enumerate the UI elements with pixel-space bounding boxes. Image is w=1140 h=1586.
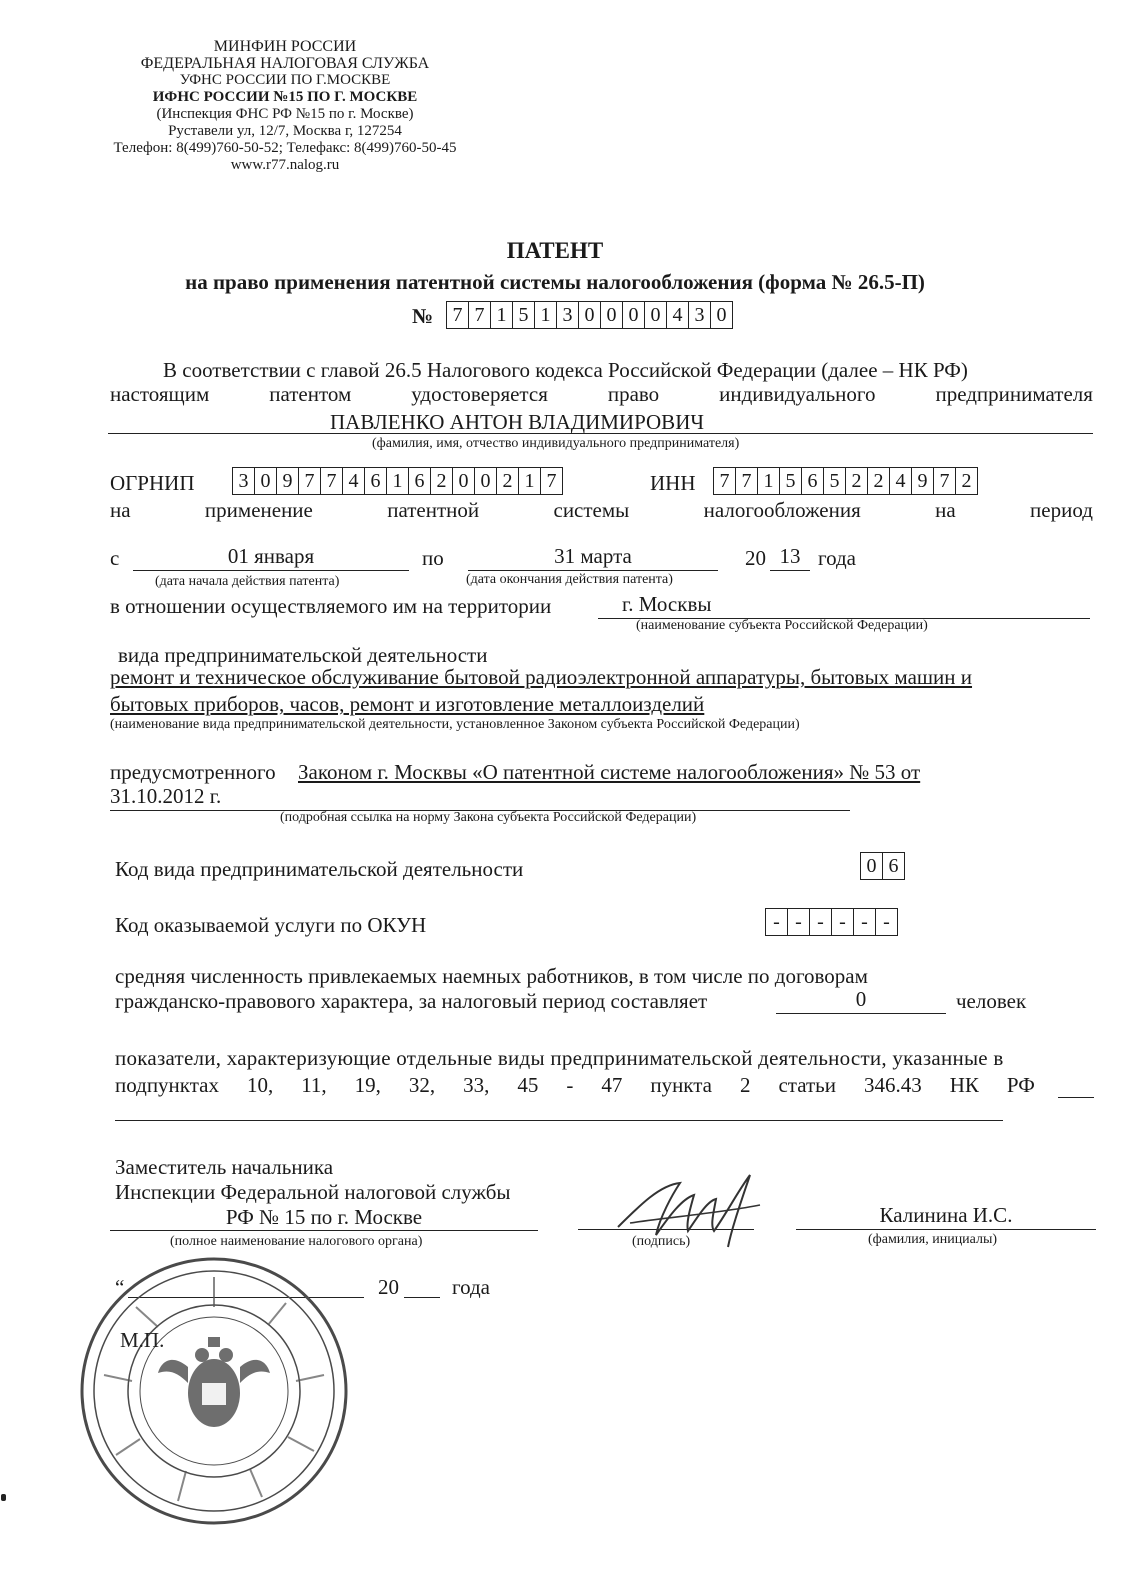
ogrnip-digit: 6 [408, 467, 431, 495]
header-ministry: МИНФИН РОССИИ [213, 38, 357, 55]
patent-number-digit: 1 [490, 301, 513, 329]
workers-field [776, 987, 946, 1014]
scan-mark [1, 1494, 6, 1501]
date-start-caption: (дата начала действия патента) [155, 574, 340, 589]
territory-field [598, 592, 1090, 619]
handwritten-signature [610, 1165, 770, 1255]
word: патентом [269, 382, 352, 406]
word: патентной [387, 498, 480, 522]
activity-code-field [861, 852, 905, 880]
period-text-line [110, 498, 1093, 523]
word: 346.43 [863, 1073, 922, 1097]
ogrnip-digit: 9 [276, 467, 299, 495]
okun-code-digit: - [787, 908, 810, 936]
ogrnip-digit: 0 [254, 467, 277, 495]
patent-number-digit: 0 [710, 301, 733, 329]
intro-text-line1: В соответствии с главой 26.5 Налогового кодекса Российской Федерации (далее – НК РФ) [163, 358, 968, 382]
patent-number-field [447, 301, 733, 329]
inn-digit: 9 [911, 467, 934, 495]
ogrnip-digit: 6 [364, 467, 387, 495]
territory-label: в отношении осуществляемого им на территории [110, 594, 552, 618]
inn-label: ИНН [650, 471, 696, 495]
law-value-line1: Законом г. Москвы «О патентной системе налогообложения» № 53 от [298, 760, 921, 784]
word: период [1030, 498, 1093, 522]
header-ifns: ИФНС РОССИИ №15 ПО Г. МОСКВЕ [152, 89, 418, 105]
ogrnip-digit: 7 [298, 467, 321, 495]
workers-unit: человек [956, 989, 1027, 1013]
ogrnip-digit: 2 [496, 467, 519, 495]
word: на [110, 498, 131, 522]
law-prefix: предусмотренного [110, 760, 276, 784]
okun-code-digit: - [809, 908, 832, 936]
word: 45 [517, 1073, 539, 1097]
signer-name-caption: (фамилия, инициалы) [868, 1232, 998, 1247]
patent-number-digit: 0 [622, 301, 645, 329]
word: подпунктах [115, 1073, 219, 1097]
okun-label: Код оказываемой услуги по ОКУН [115, 913, 427, 937]
ogrnip-digit: 2 [430, 467, 453, 495]
header-service: ФЕДЕРАЛЬНАЯ НАЛОГОВАЯ СЛУЖБА [140, 55, 430, 72]
word: право [607, 382, 660, 406]
inn-digit: 6 [801, 467, 824, 495]
year-word: года [818, 546, 856, 570]
header-ufns: УФНС РОССИИ ПО Г.МОСКВЕ [179, 72, 391, 88]
patent-number-digit: 0 [644, 301, 667, 329]
okun-code-digit: - [765, 908, 788, 936]
word: 2 [739, 1073, 751, 1097]
law-value-field [110, 784, 850, 811]
year-prefix: 20 [745, 546, 766, 570]
entrepreneur-name-caption: (фамилия, имя, отчество индивидуального предпринимателя) [372, 436, 740, 451]
header-address: Руставели ул, 12/7, Москва г, 127254 [168, 123, 402, 139]
year-suffix-value: 13 [779, 544, 801, 568]
ogrnip-digit: 0 [474, 467, 497, 495]
patent-number-digit: 1 [534, 301, 557, 329]
activity-label: вида предпринимательской деятельности [118, 643, 488, 667]
header-website: www.r77.nalog.ru [230, 157, 340, 173]
inn-digit: 7 [933, 467, 956, 495]
word: удостоверяется [411, 382, 548, 406]
word: НК [949, 1073, 979, 1097]
word: налогообложения [703, 498, 861, 522]
inn-digit: 7 [713, 467, 736, 495]
activity-caption: (наименование вида предпринимательской деятельности, установленное Законом субъекта Российской Федерации) [110, 717, 800, 732]
signature-caption: (подпись) [632, 1234, 691, 1249]
indicators-blank-short [1058, 1097, 1094, 1098]
inn-digit: 4 [889, 467, 912, 495]
patent-number-digit: 5 [512, 301, 535, 329]
date-end-field [468, 544, 718, 571]
tax-organ-field [110, 1205, 538, 1231]
patent-number-digit: 3 [556, 301, 579, 329]
date-end-value: 31 марта [554, 544, 632, 568]
ogrnip-label: ОГРНИП [110, 471, 195, 495]
activity-code-digit: 0 [860, 852, 883, 880]
territory-value: г. Москвы [622, 592, 712, 616]
inn-field [714, 467, 978, 495]
word: - [566, 1073, 574, 1097]
inn-digit: 2 [955, 467, 978, 495]
ogrnip-digit: 7 [540, 467, 563, 495]
workers-text-line1: средняя численность привлекаемых наемных работников, в том числе по договорам [115, 964, 868, 988]
header-ifns-full: (Инспекция ФНС РФ №15 по г. Москве) [156, 106, 414, 122]
okun-code-digit: - [875, 908, 898, 936]
date-end-caption: (дата окончания действия патента) [466, 572, 673, 587]
year-field [770, 544, 810, 571]
patent-number-digit: 4 [666, 301, 689, 329]
indicators-text-line2 [115, 1073, 1035, 1098]
issue-year-prefix: 20 [378, 1275, 399, 1299]
word: пункта [650, 1073, 712, 1097]
issue-year-line [404, 1297, 440, 1298]
signer-position-line1: Заместитель начальника [115, 1155, 334, 1179]
date-start-field [133, 544, 409, 571]
signer-position-line2: Инспекции Федеральной налоговой службы [115, 1180, 511, 1204]
inn-digit: 7 [735, 467, 758, 495]
inn-digit: 5 [779, 467, 802, 495]
word: 32, [408, 1073, 436, 1097]
word: 33, [463, 1073, 490, 1097]
okun-code-digit: - [831, 908, 854, 936]
ogrnip-digit: 4 [342, 467, 365, 495]
inn-digit: 5 [823, 467, 846, 495]
patent-number-digit: 7 [468, 301, 491, 329]
date-start-value: 01 января [227, 544, 315, 568]
intro-text-line2 [110, 382, 1093, 407]
word: настоящим [110, 382, 210, 406]
ogrnip-digit: 7 [320, 467, 343, 495]
date-to-label: по [422, 546, 444, 570]
word: статьи [778, 1073, 836, 1097]
indicators-blank-line [115, 1120, 1003, 1121]
okun-code-digit: - [853, 908, 876, 936]
activity-code-digit: 6 [882, 852, 905, 880]
activity-value-line2: бытовых приборов, часов, ремонт и изготовление металлоизделий [110, 692, 705, 716]
word: 10, [246, 1073, 274, 1097]
tax-organ-caption: (полное наименование налогового органа) [170, 1234, 423, 1249]
activity-code-label: Код вида предпринимательской деятельности [115, 857, 524, 881]
word: на [935, 498, 956, 522]
ogrnip-digit: 1 [518, 467, 541, 495]
workers-text-line2: гражданско-правового характера, за налоговый период составляет [115, 989, 708, 1013]
okun-code-field [766, 908, 898, 936]
word: предпринимателя [935, 382, 1093, 406]
header-phone: Телефон: 8(499)760-50-52; Телефакс: 8(499)760-50-45 [113, 140, 457, 156]
patent-number-digit: 0 [600, 301, 623, 329]
patent-number-sign: № [412, 304, 434, 328]
signer-name-field [796, 1203, 1096, 1230]
issue-date-quote: “ [115, 1275, 125, 1299]
entrepreneur-name-line [108, 433, 1093, 434]
official-seal [78, 1255, 350, 1527]
ogrnip-digit: 1 [386, 467, 409, 495]
entrepreneur-name: ПАВЛЕНКО АНТОН ВЛАДИМИРОВИЧ [330, 410, 705, 434]
tax-organ-value: РФ № 15 по г. Москве [225, 1205, 423, 1229]
ogrnip-field [233, 467, 563, 495]
signer-name: Калинина И.С. [879, 1203, 1013, 1227]
word: 47 [601, 1073, 623, 1097]
date-from-label: с [110, 546, 120, 570]
issuer-header [105, 38, 465, 174]
issue-year-word: года [452, 1275, 490, 1299]
territory-caption: (наименование субъекта Российской Федерации) [636, 618, 928, 633]
stamp-place: М.П. [120, 1328, 165, 1352]
inn-digit: 2 [867, 467, 890, 495]
word: РФ [1006, 1073, 1035, 1097]
word: 11, [301, 1073, 327, 1097]
word: системы [553, 498, 630, 522]
patent-number-digit: 0 [578, 301, 601, 329]
law-value-line2: 31.10.2012 г. [110, 784, 222, 808]
inn-digit: 2 [845, 467, 868, 495]
ogrnip-digit: 3 [232, 467, 255, 495]
inn-digit: 1 [757, 467, 780, 495]
activity-value-line1: ремонт и техническое обслуживание бытовой радиоэлектронной аппаратуры, бытовых машин и [110, 665, 973, 689]
word: применение [204, 498, 313, 522]
word: 19, [354, 1073, 381, 1097]
ogrnip-digit: 0 [452, 467, 475, 495]
word: индивидуального [719, 382, 876, 406]
patent-number-digit: 3 [688, 301, 711, 329]
page-title: ПАТЕНТ [506, 238, 604, 263]
page-subtitle: на право применения патентной системы налогообложения (форма № 26.5-П) [185, 270, 925, 294]
law-caption: (подробная ссылка на норму Закона субъекта Российской Федерации) [280, 810, 697, 825]
workers-value: 0 [855, 987, 867, 1011]
indicators-text-line1: показатели, характеризующие отдельные виды предпринимательской деятельности, указанные в [115, 1046, 1004, 1070]
patent-number-digit: 7 [446, 301, 469, 329]
